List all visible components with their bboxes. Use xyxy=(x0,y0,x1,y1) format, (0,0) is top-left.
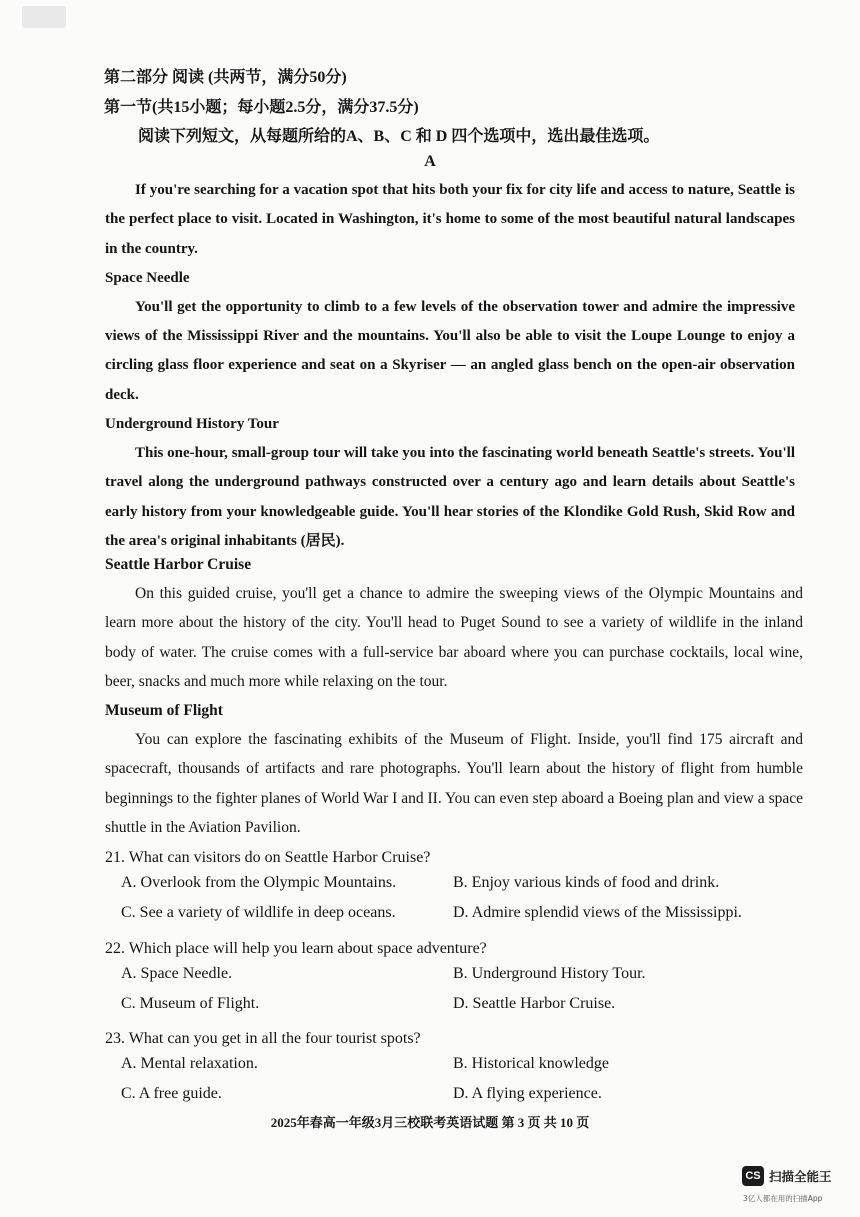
options-row xyxy=(105,902,805,932)
question-stem: 21. What can visitors do on Seattle Harbor Cruise? xyxy=(105,849,431,866)
option-b: B. Underground History Tour. xyxy=(453,965,646,982)
passage-lower-block xyxy=(105,550,803,842)
section-heading-harbor-cruise: Seattle Harbor Cruise xyxy=(105,556,252,573)
scanner-tagline: 3亿人都在用的扫描App xyxy=(743,1194,823,1203)
scanner-app-name: 扫描全能王 xyxy=(769,1169,832,1184)
options-row xyxy=(105,872,805,902)
passage-intro: If you're searching for a vacation spot that hits both your fix for city life and access to nature, Seattle is the perfect place to visit. Located in Washington, it's home to some of the most beautiful natural landscapes in the country. xyxy=(105,182,795,257)
question-23 xyxy=(105,1025,805,1113)
option-a: A. Space Needle. xyxy=(121,965,233,982)
options-row xyxy=(105,993,805,1023)
option-a: A. Mental relaxation. xyxy=(121,1055,258,1072)
section-heading-underground-tour: Underground History Tour xyxy=(105,416,279,433)
option-b: B. Historical knowledge xyxy=(453,1055,609,1072)
options-row xyxy=(105,1083,805,1113)
question-21 xyxy=(105,844,805,932)
part-heading: 第二部分 阅读 (共两节，满分50分) xyxy=(104,69,347,86)
page-footer: 2025年春高一年级3月三校联考英语试题 第 3 页 共 10 页 xyxy=(270,1115,590,1130)
scanner-watermark xyxy=(742,1166,852,1206)
section-heading-museum-of-flight: Museum of Flight xyxy=(105,702,223,720)
section-text-space-needle: You'll get the opportunity to climb to a few levels of the observation tower and admire the impressive views of the Mississippi River and the mountains. You'll also be able to visit the Loupe Lounge to enjoy a circling glass floor experience and seat on a Skyriser — an angled glass bench on the open-air observation deck. xyxy=(105,298,795,403)
passage-intro-block xyxy=(105,176,795,556)
question-stem: 23. What can you get in all the four tourist spots? xyxy=(105,1030,421,1047)
section-heading: 第一节(共15小题；每小题2.5分，满分37.5分) xyxy=(104,99,419,116)
camscanner-logo-icon: CS xyxy=(742,1166,764,1186)
option-c: C. A free guide. xyxy=(121,1085,222,1102)
scan-artifact xyxy=(22,6,66,28)
section-text-harbor-cruise: On this guided cruise, you'll get a chance to admire the sweeping views of the Olympic Mountains and learn more about the history of the city. You'll head to Puget Sound to see a variety of wildlife in the inland body of water. The cruise comes with a full-service bar aboard where you can purchase cocktails, local wine, beer, snacks and much more while relaxing on the tour. xyxy=(105,585,803,690)
section-text-museum-of-flight: You can explore the fascinating exhibits of the Museum of Flight. Inside, you'll find 175 aircraft and spacecraft, thousands of artifacts and rare photographs. You'll learn about the history of flight from humble beginnings to the fighter planes of World War I and II. You can even step aboard a Boeing plan and view a space shuttle in the Aviation Pavilion. xyxy=(105,731,803,837)
option-d: D. A flying experience. xyxy=(453,1085,602,1102)
section-heading-space-needle: Space Needle xyxy=(105,269,190,286)
instructions: 阅读下列短文，从每题所给的A、B、C 和 D 四个选项中，选出最佳选项。 xyxy=(138,128,660,145)
option-a: A. Overlook from the Olympic Mountains. xyxy=(121,874,397,891)
option-c: C. See a variety of wildlife in deep oceans. xyxy=(121,904,396,921)
question-stem: 22. Which place will help you learn about space adventure? xyxy=(105,940,487,957)
option-b: B. Enjoy various kinds of food and drink. xyxy=(453,874,720,891)
option-d: D. Seattle Harbor Cruise. xyxy=(453,995,616,1012)
option-c: C. Museum of Flight. xyxy=(121,995,260,1012)
option-d: D. Admire splendid views of the Mississippi. xyxy=(453,904,742,921)
question-22 xyxy=(105,935,805,1023)
options-row xyxy=(105,963,805,993)
section-text-underground-tour: This one-hour, small-group tour will take you into the fascinating world beneath Seattle's streets. You'll travel along the underground pathways constructed over a century ago and learn details about Seattle's early history from your knowledgeable guide. You'll hear stories of the Klondike Gold Rush, Skid Row and the area's original inhabitants (居民). xyxy=(105,445,795,549)
passage-letter: A xyxy=(424,153,436,170)
options-row xyxy=(105,1053,805,1083)
